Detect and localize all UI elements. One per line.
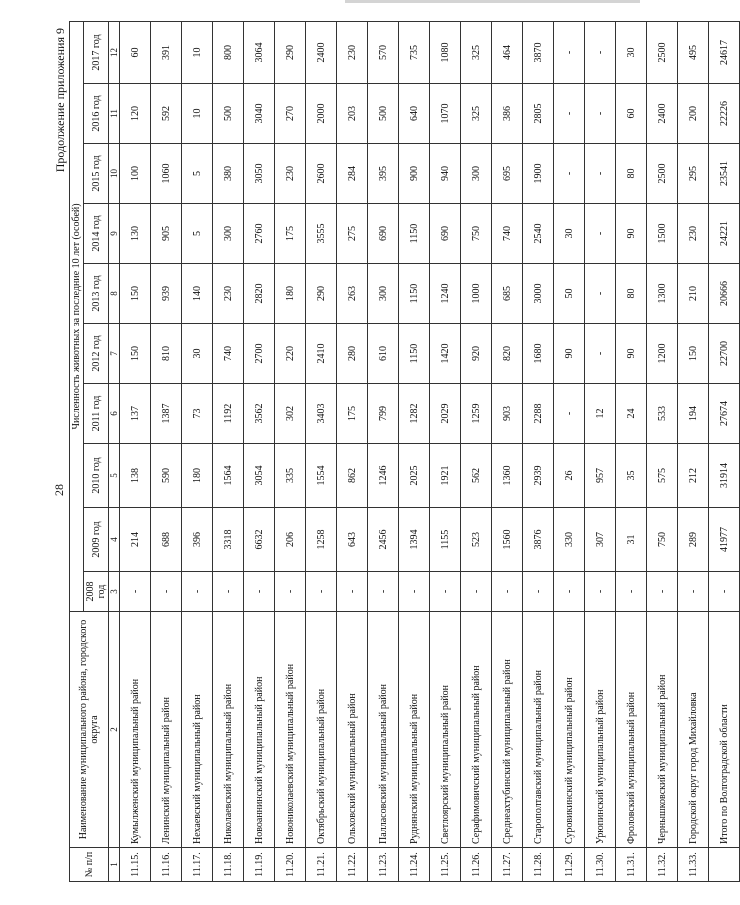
count-cell: 1150	[399, 204, 430, 264]
count-cell: 2288	[523, 384, 554, 444]
count-cell: 396	[182, 508, 213, 572]
count-cell: 940	[430, 144, 461, 204]
table-row	[213, 21, 244, 881]
count-cell: -	[120, 572, 151, 612]
table-row	[492, 21, 523, 881]
count-cell: 31	[616, 508, 647, 572]
row-number: 11.15.	[120, 848, 151, 882]
count-cell: -	[337, 572, 368, 612]
header-year: 2014 год	[84, 204, 109, 264]
count-cell: -	[368, 572, 399, 612]
count-cell: 464	[492, 21, 523, 83]
animal-count-table	[69, 21, 740, 882]
count-cell: 330	[554, 508, 585, 572]
table-row	[337, 21, 368, 881]
table-row	[709, 21, 740, 881]
count-cell: 2400	[306, 21, 337, 83]
count-cell: 30	[182, 324, 213, 384]
count-cell: 3054	[244, 444, 275, 508]
count-cell: 2410	[306, 324, 337, 384]
header-no: № п/п	[70, 848, 109, 882]
count-cell: 137	[120, 384, 151, 444]
count-cell: 206	[275, 508, 306, 572]
count-cell: 750	[647, 508, 678, 572]
count-cell: 100	[120, 144, 151, 204]
count-cell: -	[585, 84, 616, 144]
district-name: Николаевский муниципальный район	[213, 612, 244, 848]
count-cell: 31914	[709, 444, 740, 508]
count-cell: 30	[616, 21, 647, 83]
count-cell: 862	[337, 444, 368, 508]
table-row	[616, 21, 647, 881]
count-cell: 3555	[306, 204, 337, 264]
count-cell: 1900	[523, 144, 554, 204]
column-number: 7	[109, 324, 120, 384]
district-name: Новоаннинский муниципальный район	[244, 612, 275, 848]
count-cell: 2456	[368, 508, 399, 572]
row-number: 11.23.	[368, 848, 399, 882]
table-row	[275, 21, 306, 881]
district-name: Чернышковский муниципальный район	[647, 612, 678, 848]
count-cell: 2700	[244, 324, 275, 384]
count-cell: 214	[120, 508, 151, 572]
count-cell: 180	[275, 264, 306, 324]
count-cell: 3403	[306, 384, 337, 444]
district-name: Кумылженский муниципальный район	[120, 612, 151, 848]
district-name: Октябрьский муниципальный район	[306, 612, 337, 848]
row-number: 11.24.	[399, 848, 430, 882]
count-cell: 1246	[368, 444, 399, 508]
row-number: 11.30.	[585, 848, 616, 882]
count-cell: 80	[616, 264, 647, 324]
count-cell: -	[554, 21, 585, 83]
count-cell: 735	[399, 21, 430, 83]
count-cell: 1921	[430, 444, 461, 508]
count-cell: 1150	[399, 324, 430, 384]
count-cell: 395	[368, 144, 399, 204]
table-row	[151, 21, 182, 881]
count-cell: 1258	[306, 508, 337, 572]
count-cell: 280	[337, 324, 368, 384]
count-cell: 905	[151, 204, 182, 264]
count-cell: 180	[182, 444, 213, 508]
count-cell: 80	[616, 144, 647, 204]
column-number: 2	[109, 612, 120, 848]
count-cell: 939	[151, 264, 182, 324]
count-cell: -	[213, 572, 244, 612]
count-cell: 1259	[461, 384, 492, 444]
count-cell: 194	[678, 384, 709, 444]
table-row	[368, 21, 399, 881]
count-cell: 10	[182, 21, 213, 83]
count-cell: 263	[337, 264, 368, 324]
row-number: 11.16.	[151, 848, 182, 882]
count-cell: 740	[213, 324, 244, 384]
count-cell: -	[585, 204, 616, 264]
count-cell: 26	[554, 444, 585, 508]
column-number: 5	[109, 444, 120, 508]
count-cell: 295	[678, 144, 709, 204]
count-cell: 138	[120, 444, 151, 508]
count-cell: 1000	[461, 264, 492, 324]
table-row	[430, 21, 461, 881]
table-row	[461, 21, 492, 881]
count-cell: 500	[213, 84, 244, 144]
row-number	[709, 848, 740, 882]
count-cell: 140	[182, 264, 213, 324]
count-cell: 695	[492, 144, 523, 204]
count-cell: 50	[554, 264, 585, 324]
count-cell: 290	[275, 21, 306, 83]
count-cell: 2029	[430, 384, 461, 444]
district-name: Суровикинский муниципальный район	[554, 612, 585, 848]
count-cell: 200	[678, 84, 709, 144]
table-row	[647, 21, 678, 881]
count-cell: -	[709, 572, 740, 612]
count-cell: 1420	[430, 324, 461, 384]
count-cell: -	[585, 324, 616, 384]
count-cell: 41977	[709, 508, 740, 572]
district-name: Новониколаевский муниципальный район	[275, 612, 306, 848]
count-cell: 690	[430, 204, 461, 264]
count-cell: 2025	[399, 444, 430, 508]
count-cell: 685	[492, 264, 523, 324]
count-cell: 1282	[399, 384, 430, 444]
count-cell: 2000	[306, 84, 337, 144]
count-cell: 30	[554, 204, 585, 264]
count-cell: 3318	[213, 508, 244, 572]
count-cell: 1240	[430, 264, 461, 324]
count-cell: 307	[585, 508, 616, 572]
count-cell: 90	[616, 324, 647, 384]
table-row	[306, 21, 337, 881]
row-number: 11.25.	[430, 848, 461, 882]
count-cell: 800	[213, 21, 244, 83]
count-cell: 325	[461, 21, 492, 83]
count-cell: 175	[275, 204, 306, 264]
count-cell: 810	[151, 324, 182, 384]
count-cell: -	[492, 572, 523, 612]
count-cell: 3870	[523, 21, 554, 83]
count-cell: 2760	[244, 204, 275, 264]
count-cell: 640	[399, 84, 430, 144]
count-cell: 210	[678, 264, 709, 324]
row-number: 11.20.	[275, 848, 306, 882]
district-name: Нехаевский муниципальный район	[182, 612, 213, 848]
district-name: Городской округ город Михайловка	[678, 612, 709, 848]
count-cell: 1500	[647, 204, 678, 264]
table-row	[244, 21, 275, 881]
header-name: Наименование муниципального района, городского округа	[70, 612, 109, 848]
count-cell: 380	[213, 144, 244, 204]
rotated-page-content	[53, 22, 730, 882]
district-name: Фроловский муниципальный район	[616, 612, 647, 848]
count-cell: 2400	[647, 84, 678, 144]
count-cell: -	[585, 572, 616, 612]
count-cell: 570	[368, 21, 399, 83]
count-cell: 740	[492, 204, 523, 264]
count-cell: -	[678, 572, 709, 612]
count-cell: -	[430, 572, 461, 612]
count-cell: -	[585, 21, 616, 83]
count-cell: 22226	[709, 84, 740, 144]
count-cell: 495	[678, 21, 709, 83]
column-number: 9	[109, 204, 120, 264]
count-cell: 1155	[430, 508, 461, 572]
column-number: 12	[109, 21, 120, 83]
count-cell: 391	[151, 21, 182, 83]
count-cell: 325	[461, 84, 492, 144]
count-cell: -	[275, 572, 306, 612]
count-cell: 1192	[213, 384, 244, 444]
row-number: 11.26.	[461, 848, 492, 882]
count-cell: 562	[461, 444, 492, 508]
count-cell: 150	[678, 324, 709, 384]
count-cell: 3562	[244, 384, 275, 444]
count-cell: 903	[492, 384, 523, 444]
row-number: 11.31.	[616, 848, 647, 882]
district-name: Ленинский муниципальный район	[151, 612, 182, 848]
table-row	[554, 21, 585, 881]
row-number: 11.18.	[213, 848, 244, 882]
count-cell: 175	[337, 384, 368, 444]
count-cell: -	[523, 572, 554, 612]
count-cell: 900	[399, 144, 430, 204]
header-year: 2012 год	[84, 324, 109, 384]
district-name: Палласовский муниципальный район	[368, 612, 399, 848]
count-cell: 275	[337, 204, 368, 264]
count-cell: 130	[120, 204, 151, 264]
header-year: 2016 год	[84, 84, 109, 144]
header-year: 2013 год	[84, 264, 109, 324]
count-cell: 820	[492, 324, 523, 384]
row-number: 11.22.	[337, 848, 368, 882]
district-name: Урюпинский муниципальный район	[585, 612, 616, 848]
count-cell: -	[616, 572, 647, 612]
count-cell: 150	[120, 324, 151, 384]
count-cell: 500	[368, 84, 399, 144]
count-cell: 2540	[523, 204, 554, 264]
count-cell: 1394	[399, 508, 430, 572]
header-year: 2015 год	[84, 144, 109, 204]
count-cell: 120	[120, 84, 151, 144]
table-row	[678, 21, 709, 881]
district-name: Руднянский муниципальный район	[399, 612, 430, 848]
count-cell: 920	[461, 324, 492, 384]
row-number: 11.27.	[492, 848, 523, 882]
table-row	[523, 21, 554, 881]
column-number: 11	[109, 84, 120, 144]
header-year: 2017 год	[84, 21, 109, 83]
count-cell: 203	[337, 84, 368, 144]
count-cell: -	[151, 572, 182, 612]
count-cell: 690	[368, 204, 399, 264]
count-cell: 1060	[151, 144, 182, 204]
row-number: 11.28.	[523, 848, 554, 882]
column-number: 3	[109, 572, 120, 612]
count-cell: 533	[647, 384, 678, 444]
column-number: 6	[109, 384, 120, 444]
count-cell: 2500	[647, 21, 678, 83]
count-cell: 575	[647, 444, 678, 508]
count-cell: 300	[368, 264, 399, 324]
count-cell: 230	[337, 21, 368, 83]
count-cell: -	[554, 384, 585, 444]
district-name: Ольховский муниципальный район	[337, 612, 368, 848]
table-row	[120, 21, 151, 881]
row-number: 11.32.	[647, 848, 678, 882]
count-cell: 27674	[709, 384, 740, 444]
count-cell: 6632	[244, 508, 275, 572]
count-cell: 73	[182, 384, 213, 444]
count-cell: -	[554, 572, 585, 612]
count-cell: 300	[461, 144, 492, 204]
count-cell: 24617	[709, 21, 740, 83]
count-cell: -	[554, 144, 585, 204]
count-cell: 799	[368, 384, 399, 444]
count-cell: 24221	[709, 204, 740, 264]
header-year: 2011 год	[84, 384, 109, 444]
count-cell: 60	[616, 84, 647, 144]
count-cell: 24	[616, 384, 647, 444]
table-row	[399, 21, 430, 881]
table-row	[585, 21, 616, 881]
count-cell: 23541	[709, 144, 740, 204]
count-cell: 750	[461, 204, 492, 264]
count-cell: -	[399, 572, 430, 612]
count-cell: 957	[585, 444, 616, 508]
table-row	[182, 21, 213, 881]
count-cell: 2805	[523, 84, 554, 144]
page-number: 28	[52, 484, 66, 496]
count-cell: 284	[337, 144, 368, 204]
count-cell: 90	[616, 204, 647, 264]
count-cell: 289	[678, 508, 709, 572]
row-number: 11.17.	[182, 848, 213, 882]
count-cell: 1360	[492, 444, 523, 508]
count-cell: 10	[182, 84, 213, 144]
district-name: Итого по Волгоградской области	[709, 612, 740, 848]
count-cell: 150	[120, 264, 151, 324]
count-cell: -	[585, 264, 616, 324]
row-number: 11.33.	[678, 848, 709, 882]
count-cell: 35	[616, 444, 647, 508]
count-cell: -	[585, 144, 616, 204]
column-number: 10	[109, 144, 120, 204]
top-edge-rule	[345, 0, 640, 3]
count-cell: -	[182, 572, 213, 612]
count-cell: 1070	[430, 84, 461, 144]
count-cell: 12	[585, 384, 616, 444]
count-cell: 230	[275, 144, 306, 204]
appendix-subtitle: Продолжение приложения 9	[53, 28, 67, 173]
count-cell: -	[461, 572, 492, 612]
count-cell: -	[647, 572, 678, 612]
column-number: 8	[109, 264, 120, 324]
count-cell: 2500	[647, 144, 678, 204]
header-year: 2008 год	[84, 572, 109, 612]
count-cell: 212	[678, 444, 709, 508]
header-year: 2010 год	[84, 444, 109, 508]
header-group: Численность животных за последние 10 лет (особей)	[70, 21, 84, 611]
count-cell: 302	[275, 384, 306, 444]
count-cell: 523	[461, 508, 492, 572]
count-cell: 20666	[709, 264, 740, 324]
count-cell: 2600	[306, 144, 337, 204]
count-cell: 1560	[492, 508, 523, 572]
count-cell: 270	[275, 84, 306, 144]
district-name: Среднеахтубинский муниципальный район	[492, 612, 523, 848]
count-cell: 2939	[523, 444, 554, 508]
header-year: 2009 год	[84, 508, 109, 572]
column-number-row	[109, 21, 120, 881]
column-number: 1	[109, 848, 120, 882]
count-cell: 1300	[647, 264, 678, 324]
district-name: Старополтавский муниципальный район	[523, 612, 554, 848]
row-number: 11.21.	[306, 848, 337, 882]
count-cell: 643	[337, 508, 368, 572]
count-cell: 1200	[647, 324, 678, 384]
count-cell: 1150	[399, 264, 430, 324]
page-content	[53, 22, 730, 882]
count-cell: 610	[368, 324, 399, 384]
count-cell: 592	[151, 84, 182, 144]
count-cell: 1554	[306, 444, 337, 508]
count-cell: 220	[275, 324, 306, 384]
count-cell: 5	[182, 204, 213, 264]
count-cell: -	[306, 572, 337, 612]
count-cell: 5	[182, 144, 213, 204]
count-cell: 230	[678, 204, 709, 264]
count-cell: 3000	[523, 264, 554, 324]
count-cell: 90	[554, 324, 585, 384]
district-name: Светлоярский муниципальный район	[430, 612, 461, 848]
count-cell: 1387	[151, 384, 182, 444]
count-cell: 3050	[244, 144, 275, 204]
count-cell: 230	[213, 264, 244, 324]
count-cell: 590	[151, 444, 182, 508]
count-cell: 290	[306, 264, 337, 324]
count-cell: 1680	[523, 324, 554, 384]
count-cell: -	[244, 572, 275, 612]
row-number: 11.29.	[554, 848, 585, 882]
count-cell: 386	[492, 84, 523, 144]
count-cell: -	[554, 84, 585, 144]
count-cell: 3040	[244, 84, 275, 144]
count-cell: 1564	[213, 444, 244, 508]
count-cell: 3064	[244, 21, 275, 83]
row-number: 11.19.	[244, 848, 275, 882]
count-cell: 60	[120, 21, 151, 83]
count-cell: 2820	[244, 264, 275, 324]
count-cell: 335	[275, 444, 306, 508]
count-cell: 688	[151, 508, 182, 572]
district-name: Серафимовичский муниципальный район	[461, 612, 492, 848]
count-cell: 22700	[709, 324, 740, 384]
count-cell: 3876	[523, 508, 554, 572]
count-cell: 300	[213, 204, 244, 264]
count-cell: 1080	[430, 21, 461, 83]
column-number: 4	[109, 508, 120, 572]
